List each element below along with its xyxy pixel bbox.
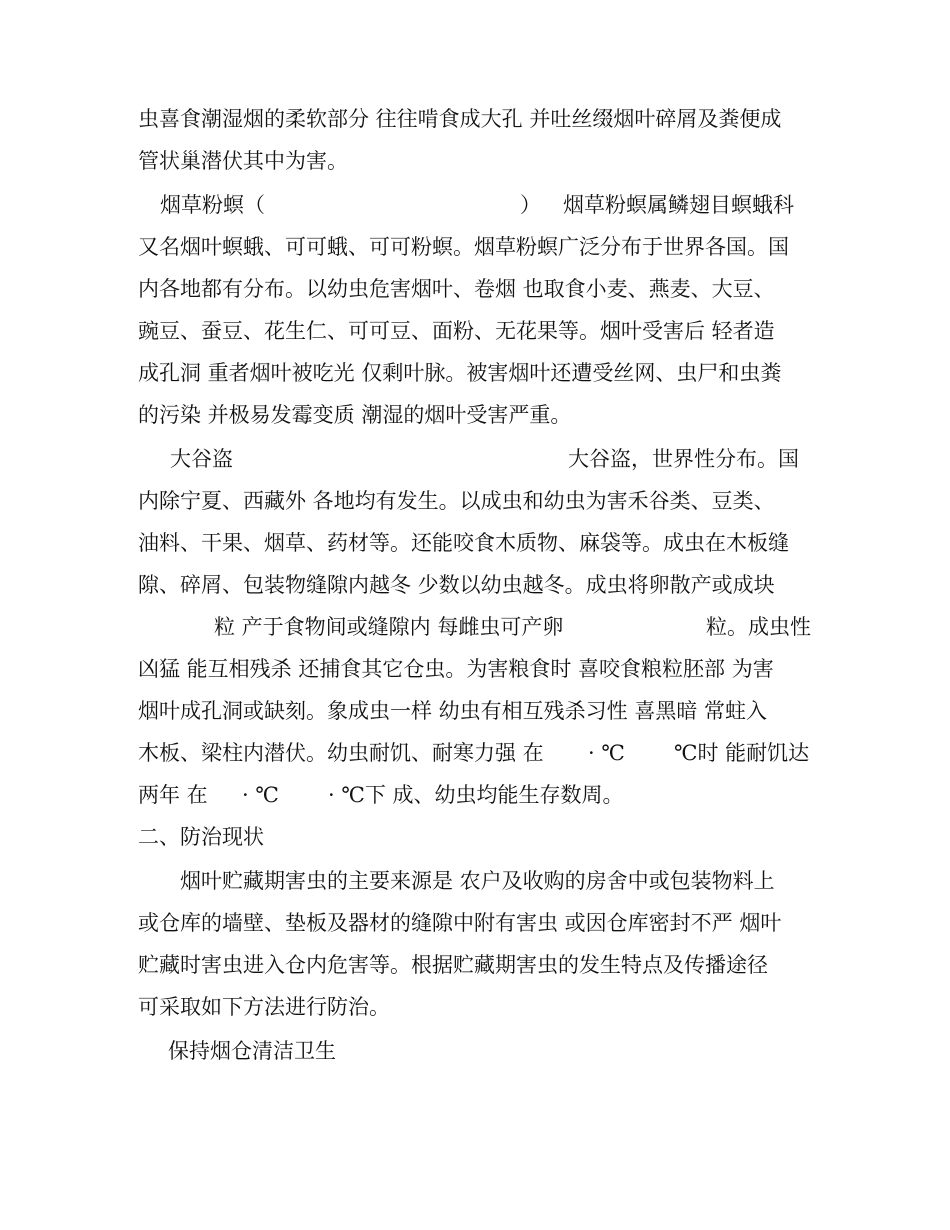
text-segment: ℃时 能耐饥达 xyxy=(674,741,810,765)
subsection-heading-text: 保持烟仓清洁卫生 xyxy=(168,1039,336,1063)
text-line xyxy=(138,738,818,768)
text-line xyxy=(138,316,818,346)
text-segment: 大谷盗，世界性分布。国 xyxy=(568,447,799,471)
text-line xyxy=(138,654,818,684)
text-segment: 豌豆、蚕豆、花生仁、可可豆、面粉、无花果等。烟叶受害后 轻者造 xyxy=(138,319,775,343)
text-segment: 烟草粉螟（ xyxy=(160,193,265,217)
text-line xyxy=(138,232,818,262)
text-segment: 粒 产于食物间或缝隙内 每雌虫可产卵 xyxy=(214,615,564,639)
text-segment: ） xyxy=(520,193,541,217)
text-line xyxy=(138,696,818,726)
text-segment: 可采取如下方法进行防治。 xyxy=(138,995,390,1019)
text-line xyxy=(138,104,818,134)
text-segment: 隙、碎屑、包装物缝隙内越冬 少数以幼虫越冬。成虫将卵散产或成块 xyxy=(138,573,775,597)
text-segment: 烟叶成孔洞或缺刻。象成虫一样 幼虫有相互残杀习性 喜黑暗 常蛀入 xyxy=(138,699,768,723)
text-line xyxy=(138,992,818,1022)
text-segment: 贮藏时害虫进入仓内危害等。根据贮藏期害虫的发生特点及传播途径 xyxy=(138,953,768,977)
text-segment: 的污染 并极易发霉变质 潮湿的烟叶受害严重。 xyxy=(138,403,572,427)
text-segment: 又名烟叶螟蛾、可可蛾、可可粉螟。烟草粉螟广泛分布于世界各国。国 xyxy=(138,235,789,259)
text-line xyxy=(138,190,818,220)
text-line xyxy=(138,950,818,980)
text-segment: 成孔洞 重者烟叶被吃光 仅剩叶脉。被害烟叶还遭受丝网、虫尸和虫粪 xyxy=(138,361,782,385)
text-segment: 油料、干果、烟草、药材等。还能咬食木质物、麻袋等。成虫在木板缝 xyxy=(138,531,789,555)
text-segment: 内各地都有分布。以幼虫危害烟叶、卷烟 也取食小麦、燕麦、大豆、 xyxy=(138,277,775,301)
text-segment: 或仓库的墙壁、垫板及器材的缝隙中附有害虫 或因仓库密封不严 烟叶 xyxy=(138,911,782,935)
text-segment: 内除宁夏、西藏外 各地均有发生。以成虫和幼虫为害禾谷类、豆类、 xyxy=(138,489,775,513)
text-line xyxy=(138,146,818,176)
text-segment: 大谷盗 xyxy=(170,447,233,471)
text-segment: 两年 在 xyxy=(138,783,208,807)
text-line xyxy=(138,274,818,304)
text-segment: 烟草粉螟属鳞翅目螟蛾科 xyxy=(563,193,794,217)
text-line xyxy=(138,612,818,642)
text-line xyxy=(138,570,818,600)
text-segment: 凶猛 能互相残杀 还捕食其它仓虫。为害粮食时 喜咬食粮粒胚部 为害 xyxy=(138,657,774,681)
text-line xyxy=(138,444,818,474)
text-line xyxy=(138,400,818,430)
subsection-heading xyxy=(138,1036,818,1066)
section-heading xyxy=(138,822,818,852)
text-segment: 粒。成虫性 xyxy=(706,615,811,639)
text-segment: 管状巢潜伏其中为害。 xyxy=(138,149,348,173)
text-line xyxy=(138,908,818,938)
text-line xyxy=(138,528,818,558)
text-segment: 木板、梁柱内潜伏。幼虫耐饥、耐寒力强 在 xyxy=(138,741,544,765)
text-segment: · ℃下 成、幼虫均能生存数周。 xyxy=(328,783,624,807)
text-segment: · ℃ xyxy=(242,783,279,807)
text-line xyxy=(138,358,818,388)
section-heading-text: 二、防治现状 xyxy=(138,825,264,849)
text-line xyxy=(138,486,818,516)
text-line xyxy=(138,780,818,810)
text-line xyxy=(138,866,818,896)
text-segment: 烟叶贮藏期害虫的主要来源是 农户及收购的房舍中或包装物料上 xyxy=(180,869,775,893)
text-segment: 虫喜食潮湿烟的柔软部分 往往啃食成大孔 并吐丝缀烟叶碎屑及粪便成 xyxy=(138,107,782,131)
text-segment: · ℃ xyxy=(588,741,625,765)
